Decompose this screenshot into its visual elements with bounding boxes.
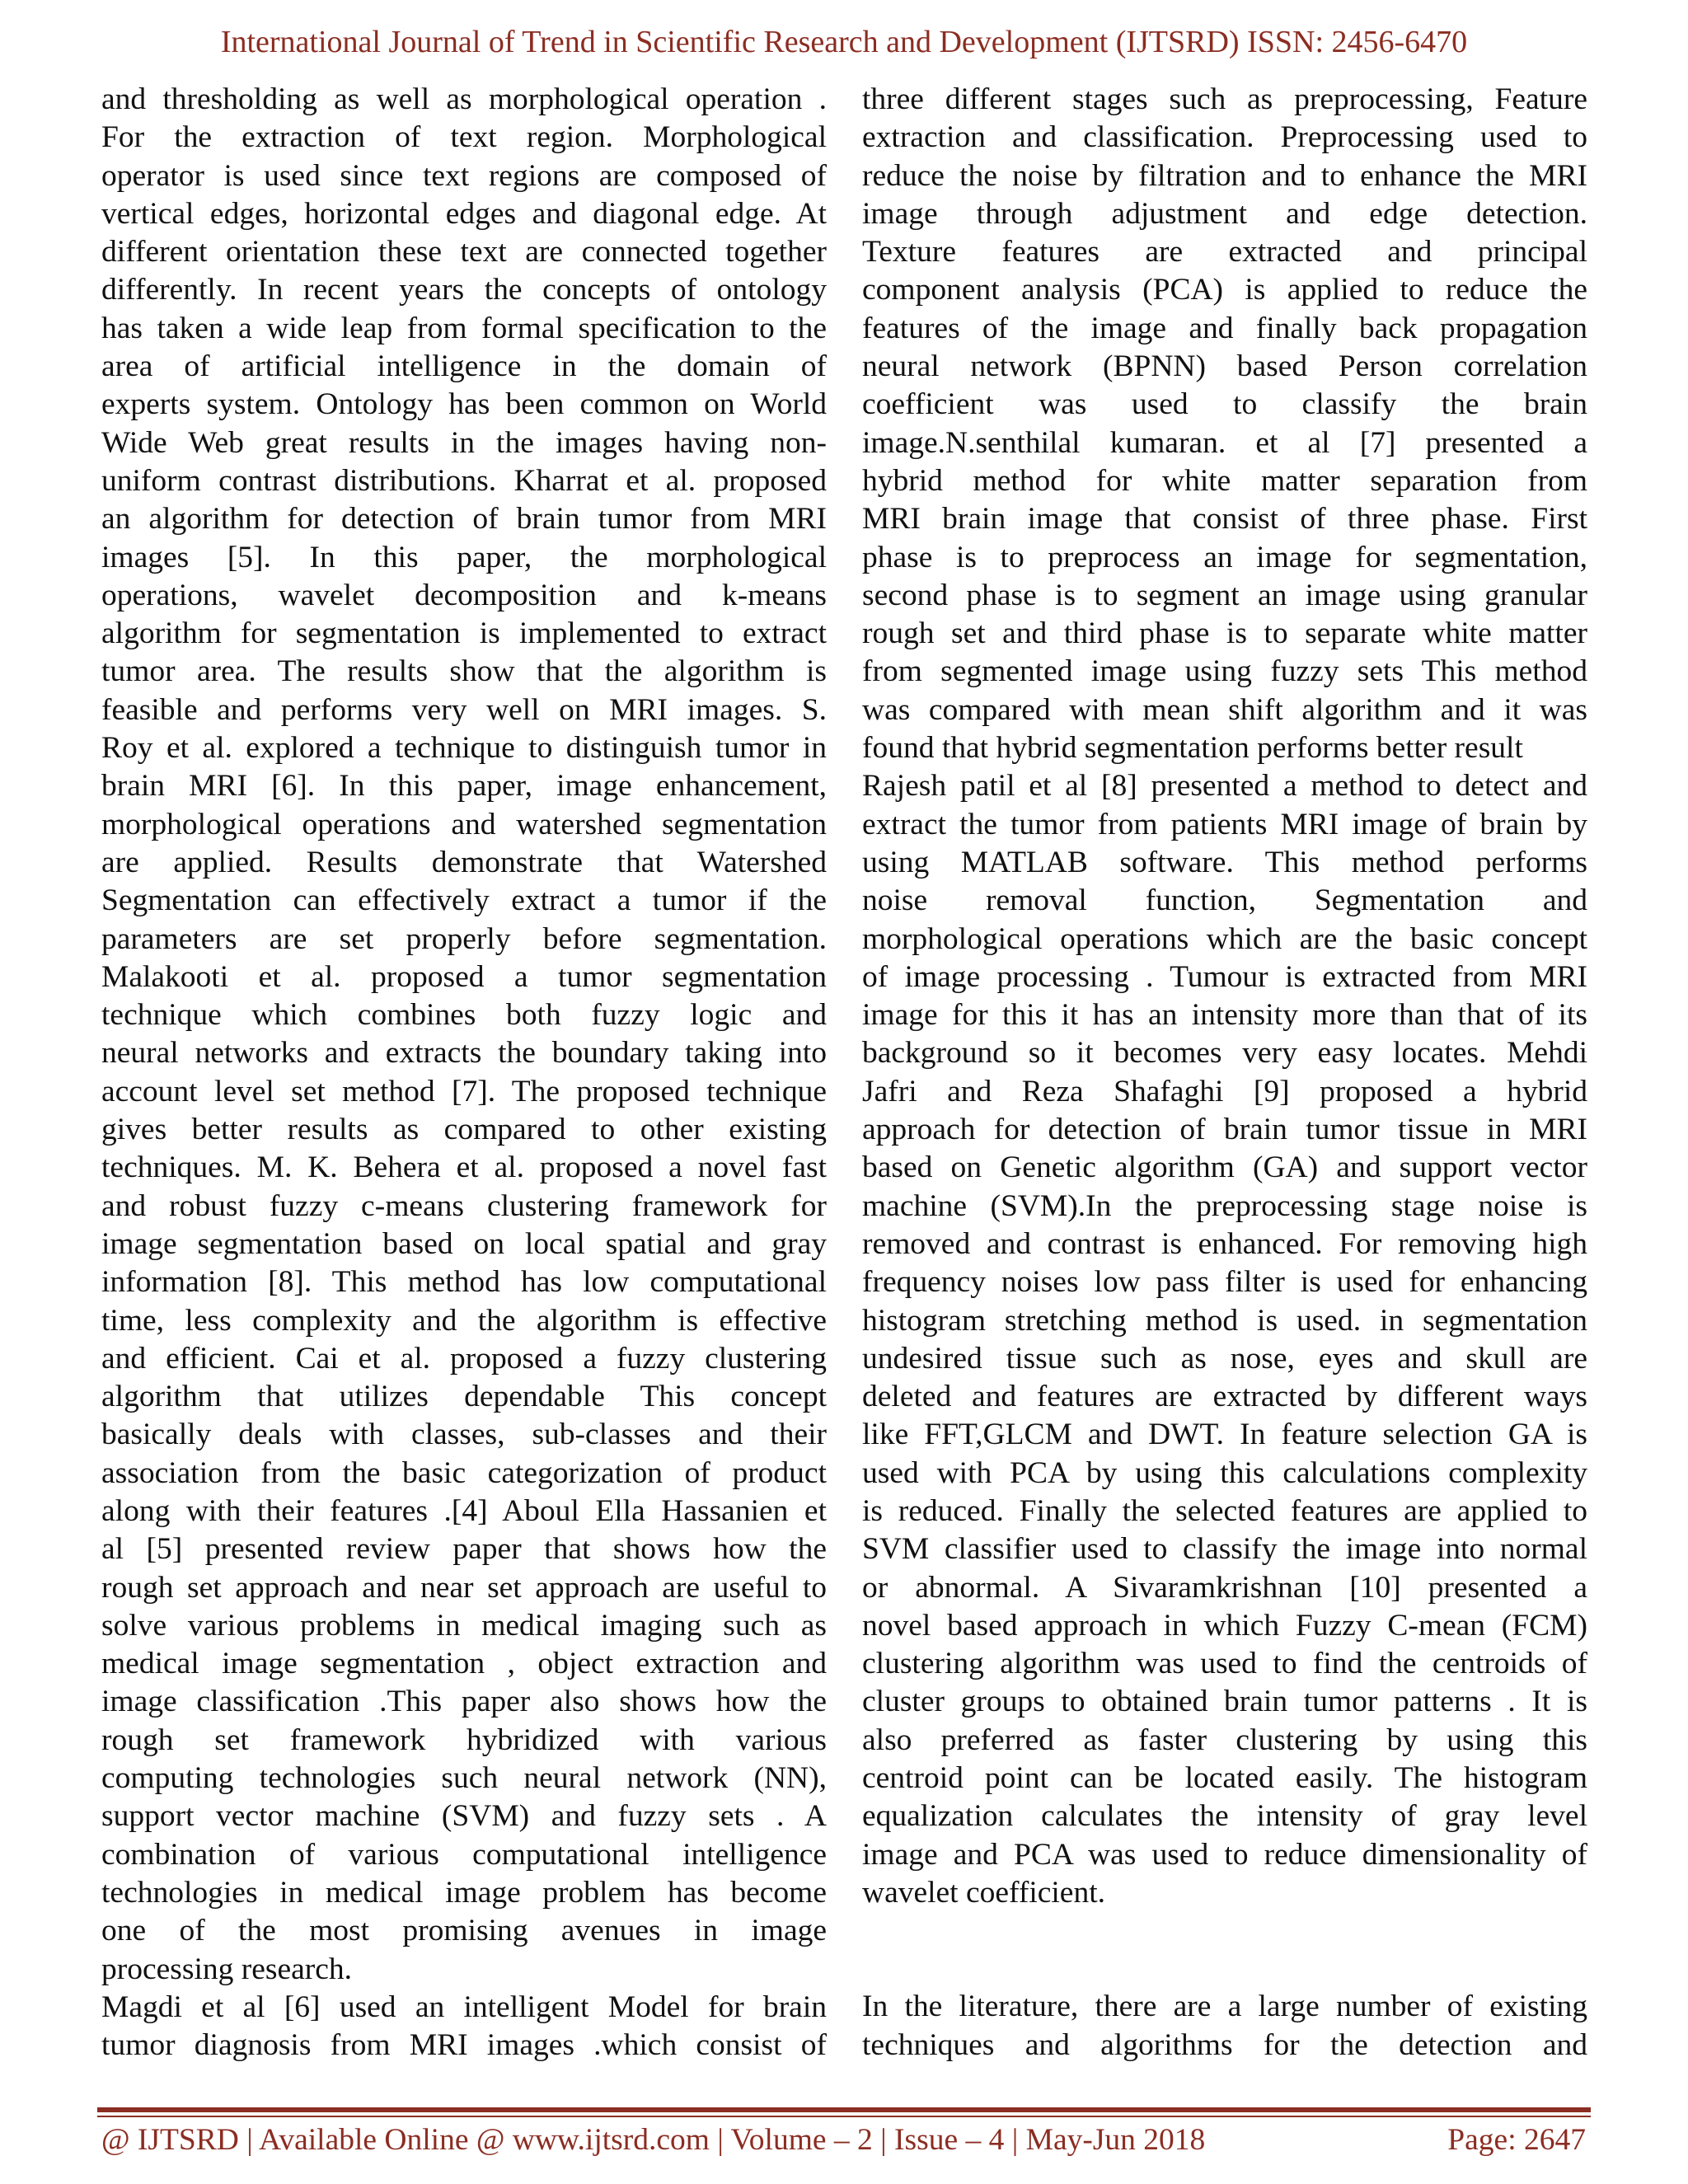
text-line: image and PCA was used to reduce dimensionality of <box>862 1837 1587 1872</box>
footer-citation: @ IJTSRD | Available Online @ www.ijtsrd.com | Volume – 2 | Issue – 4 | May-Jun 2018 <box>101 2123 1206 2157</box>
text-line: of image processing . Tumour is extracted from MRI <box>862 959 1587 994</box>
text-line: neural networks and extracts the boundary taking into <box>101 1036 827 1071</box>
text-line: techniques. M. K. Behera et al. proposed a novel fast <box>101 1151 827 1185</box>
text-line: uniform contrast distributions. Kharrat et al. proposed <box>101 463 827 498</box>
text-line: also preferred as faster clustering by using this <box>862 1722 1587 1757</box>
text-line: image segmentation based on local spatial and gray <box>101 1226 827 1261</box>
footer-rule <box>97 2107 1591 2112</box>
text-line: operations, wavelet decomposition and k-means <box>101 578 827 612</box>
text-line: like FFT,GLCM and DWT. In feature selection GA is <box>862 1418 1587 1452</box>
text-line: neural network (BPNN) based Person correlation <box>862 349 1587 384</box>
text-line: image through adjustment and edge detection. <box>862 196 1587 231</box>
text-line: rough set and third phase is to separate white matter <box>862 616 1587 651</box>
text-line: removed and contrast is enhanced. For removing high <box>862 1226 1587 1261</box>
text-line: Wide Web great results in the images having non- <box>101 425 827 460</box>
text-line: images [5]. In this paper, the morphological <box>101 540 827 574</box>
text-line: rough set framework hybridized with various <box>101 1722 827 1757</box>
text-line: cluster groups to obtained brain tumor patterns . It is <box>862 1685 1587 1719</box>
text-line: deleted and features are extracted by different ways <box>862 1380 1587 1414</box>
text-line: has taken a wide leap from formal specification to the <box>101 311 827 345</box>
text-line: tumor diagnosis from MRI images .which consist of <box>101 2028 827 2063</box>
text-line: and efficient. Cai et al. proposed a fuzzy clustering <box>101 1341 827 1376</box>
text-line: In the literature, there are a large number of existing <box>862 1990 1587 2024</box>
text-line: was compared with mean shift algorithm and it was <box>862 692 1587 727</box>
text-line: tumor area. The results show that the algorithm is <box>101 654 827 689</box>
text-line: solve various problems in medical imaging such as <box>101 1608 827 1643</box>
text-line: different orientation these text are connected together <box>101 235 827 269</box>
text-line: For the extraction of text region. Morphological <box>101 120 827 155</box>
text-line: coefficient was used to classify the brain <box>862 387 1587 422</box>
text-line: gives better results as compared to other existing <box>101 1113 827 1147</box>
text-line: phase is to preprocess an image for segmentation, <box>862 540 1587 574</box>
text-line: features of the image and finally back propagation <box>862 311 1587 345</box>
text-line: algorithm that utilizes dependable This concept <box>101 1380 827 1414</box>
text-line: technologies in medical image problem has become <box>101 1875 827 1910</box>
text-line: feasible and performs very well on MRI images. S. <box>101 692 827 727</box>
text-line: image.N.senthilal kumaran. et al [7] presented a <box>862 425 1587 460</box>
text-line: an algorithm for detection of brain tumor from MRI <box>101 502 827 537</box>
text-line: medical image segmentation , object extraction and <box>101 1647 827 1681</box>
text-line: Texture features are extracted and principal <box>862 235 1587 269</box>
text-line: noise removal function, Segmentation and <box>862 883 1587 918</box>
text-line: one of the most promising avenues in image <box>101 1914 827 1948</box>
text-line: processing research. <box>101 1952 353 1986</box>
text-line: using MATLAB software. This method performs <box>862 845 1587 879</box>
text-line: Rajesh patil et al [8] presented a method to detect and <box>862 769 1587 804</box>
text-line: morphological operations which are the basic concept <box>862 921 1587 956</box>
text-line: reduce the noise by filtration and to enhance the MRI <box>862 158 1587 193</box>
page-number: Page: 2647 <box>1447 2123 1586 2157</box>
text-line: is reduced. Finally the selected features are applied to <box>862 1493 1587 1528</box>
text-line: parameters are set properly before segmentation. <box>101 921 827 956</box>
text-line: three different stages such as preprocessing, Feature <box>862 82 1587 116</box>
text-line: rough set approach and near set approach are useful to <box>101 1570 827 1605</box>
text-line: MRI brain image that consist of three phase. First <box>862 502 1587 537</box>
text-line: are applied. Results demonstrate that Watershed <box>101 845 827 879</box>
text-line: second phase is to segment an image using granular <box>862 578 1587 612</box>
journal-header: International Journal of Trend in Scientific Research and Development (IJTSRD) ISSN: 2456-6470 <box>220 25 1468 59</box>
text-line: image for this it has an intensity more than that of its <box>862 998 1587 1033</box>
text-line: hybrid method for white matter separation from <box>862 463 1587 498</box>
text-line: frequency noises low pass filter is used for enhancing <box>862 1265 1587 1300</box>
text-line: along with their features .[4] Aboul Ella Hassanien et <box>101 1493 827 1528</box>
text-line: image classification .This paper also shows how the <box>101 1685 827 1719</box>
text-line: area of artificial intelligence in the domain of <box>101 349 827 384</box>
text-line: extract the tumor from patients MRI image of brain by <box>862 807 1587 841</box>
text-line: computing technologies such neural network (NN), <box>101 1761 827 1796</box>
text-line: centroid point can be located easily. The histogram <box>862 1761 1587 1796</box>
text-line: machine (SVM).In the preprocessing stage noise is <box>862 1188 1587 1223</box>
text-line: background so it becomes very easy locates. Mehdi <box>862 1036 1587 1071</box>
text-line: vertical edges, horizontal edges and diagonal edge. At <box>101 196 827 231</box>
text-line: Malakooti et al. proposed a tumor segmentation <box>101 959 827 994</box>
text-line: histogram stretching method is used. in segmentation <box>862 1303 1587 1338</box>
paragraph-gap <box>862 1912 1587 1988</box>
right-column <box>862 81 1587 2064</box>
text-line: algorithm for segmentation is implemented to extract <box>101 616 827 651</box>
text-line: undesired tissue such as nose, eyes and skull are <box>862 1341 1587 1376</box>
text-line: technique which combines both fuzzy logic and <box>101 998 827 1033</box>
text-line: from segmented image using fuzzy sets This method <box>862 654 1587 689</box>
left-column <box>101 81 827 2064</box>
text-line: al [5] presented review paper that shows how the <box>101 1532 827 1567</box>
footer-rule-thin <box>97 2116 1591 2117</box>
text-line: Jafri and Reza Shafaghi [9] proposed a hybrid <box>862 1074 1587 1108</box>
text-line: brain MRI [6]. In this paper, image enhancement, <box>101 769 827 804</box>
text-line: morphological operations and watershed segmentation <box>101 807 827 841</box>
text-line: novel based approach in which Fuzzy C-mean (FCM) <box>862 1608 1587 1643</box>
text-line: component analysis (PCA) is applied to reduce the <box>862 273 1587 307</box>
text-line: or abnormal. A Sivaramkrishnan [10] presented a <box>862 1570 1587 1605</box>
text-line: clustering algorithm was used to find the centroids of <box>862 1647 1587 1681</box>
text-line: operator is used since text regions are composed of <box>101 158 827 193</box>
text-line: wavelet coefficient. <box>862 1875 1105 1910</box>
text-line: Segmentation can effectively extract a tumor if the <box>101 883 827 918</box>
text-line: and robust fuzzy c-means clustering framework for <box>101 1188 827 1223</box>
text-line: time, less complexity and the algorithm is effective <box>101 1303 827 1338</box>
text-line: account level set method [7]. The proposed technique <box>101 1074 827 1108</box>
text-line: techniques and algorithms for the detection and <box>862 2027 1587 2062</box>
text-line: experts system. Ontology has been common on World <box>101 387 827 422</box>
text-line: based on Genetic algorithm (GA) and support vector <box>862 1151 1587 1185</box>
text-line: basically deals with classes, sub-classes and their <box>101 1418 827 1452</box>
text-line: used with PCA by using this calculations complexity <box>862 1455 1587 1490</box>
text-line: equalization calculates the intensity of gray level <box>862 1799 1587 1834</box>
text-line: support vector machine (SVM) and fuzzy sets . A <box>101 1799 827 1834</box>
text-line: approach for detection of brain tumor tissue in MRI <box>862 1113 1587 1147</box>
text-line: Magdi et al [6] used an intelligent Model for brain <box>101 1990 827 2024</box>
text-line: information [8]. This method has low computational <box>101 1265 827 1300</box>
text-line: and thresholding as well as morphological operation . <box>101 82 827 116</box>
text-line: combination of various computational intelligence <box>101 1837 827 1872</box>
text-line: differently. In recent years the concepts of ontology <box>101 273 827 307</box>
text-line: SVM classifier used to classify the image into normal <box>862 1532 1587 1567</box>
text-line: association from the basic categorization of product <box>101 1455 827 1490</box>
text-line: extraction and classification. Preprocessing used to <box>862 120 1587 155</box>
text-line: Roy et al. explored a technique to distinguish tumor in <box>101 731 827 766</box>
text-line: found that hybrid segmentation performs better result <box>862 731 1523 766</box>
